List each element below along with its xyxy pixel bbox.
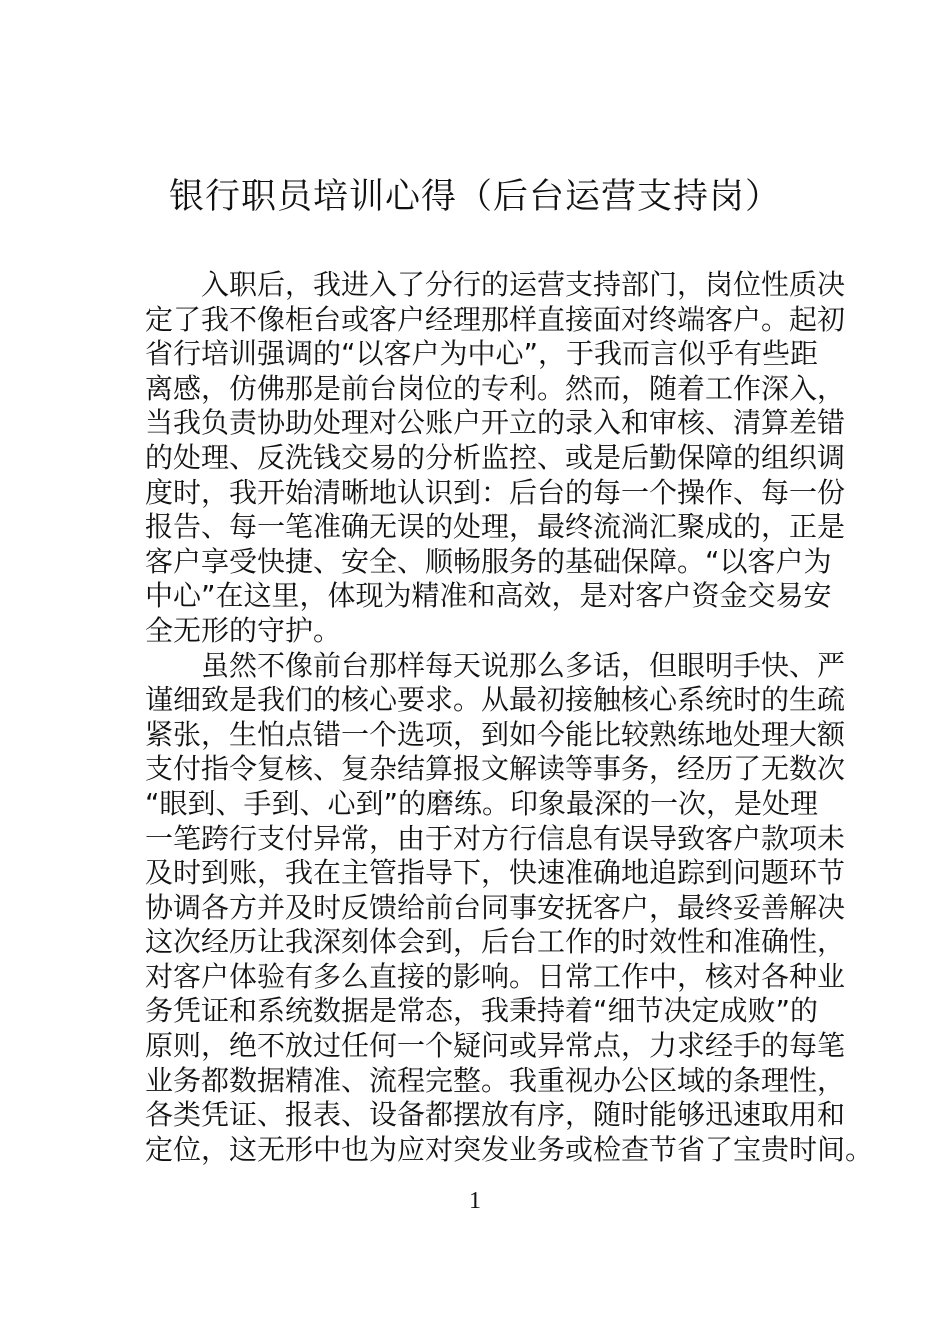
- text-line: “眼到、手到、心到”的磨练。印象最深的一次，是处理: [145, 786, 819, 820]
- text-line: 协调各方并及时反馈给前台同事安抚客户，最终妥善解决: [145, 890, 846, 924]
- text-line: 客户享受快捷、安全、顺畅服务的基础保障。“以客户为: [145, 544, 832, 578]
- text-line: 原则，绝不放过任何一个疑问或异常点，力求经手的每笔: [145, 1029, 846, 1063]
- text-line: 虽然不像前台那样每天说那么多话，但眼明手快、严: [201, 648, 846, 682]
- document-body: [145, 268, 874, 1167]
- text-line: 及时到账，我在主管指导下，快速准确地追踪到问题环节: [145, 856, 846, 890]
- text-line: 的处理、反洗钱交易的分析监控、或是后勤保障的组织调: [145, 440, 846, 474]
- text-line: 定位，这无形中也为应对突发业务或检查节省了宝贵时间。: [145, 1132, 874, 1166]
- document-title: 银行职员培训心得（后台运营支持岗）: [168, 177, 781, 217]
- text-line: 全无形的守护。: [145, 613, 342, 647]
- text-line: 定了我不像柜台或客户经理那样直接面对终端客户。起初: [145, 302, 846, 336]
- text-line: 对客户体验有多么直接的影响。日常工作中，核对各种业: [145, 959, 846, 993]
- text-line: 离感，仿佛那是前台岗位的专利。然而，随着工作深入，: [145, 371, 846, 405]
- text-line: 一笔跨行支付异常，由于对方行信息有误导致客户款项未: [145, 821, 846, 855]
- text-line: 省行培训强调的“以客户为中心”，于我而言似乎有些距: [145, 337, 819, 371]
- text-line: 务凭证和系统数据是常态，我秉持着“细节决定成败”的: [145, 994, 819, 1028]
- text-line: 中心”在这里，体现为精准和高效，是对客户资金交易安: [145, 579, 832, 613]
- paragraph: [145, 648, 874, 1168]
- text-line: 报告、每一笔准确无误的处理，最终流淌汇聚成的，正是: [145, 510, 846, 544]
- text-line: 度时，我开始清晰地认识到：后台的每一个操作、每一份: [145, 475, 846, 509]
- paragraph: [145, 268, 846, 649]
- text-line: 当我负责协助处理对公账户开立的录入和审核、清算差错: [145, 406, 846, 440]
- text-line: 支付指令复核、复杂结算报文解读等事务，经历了无数次: [145, 752, 846, 786]
- text-line: 业务都数据精准、流程完整。我重视办公区域的条理性，: [145, 1063, 846, 1097]
- text-line: 各类凭证、报表、设备都摆放有序，随时能够迅速取用和: [145, 1098, 846, 1132]
- page-number: 1: [469, 1188, 481, 1214]
- text-line: 紧张，生怕点错一个选项，到如今能比较熟练地处理大额: [145, 717, 846, 751]
- text-line: 入职后，我进入了分行的运营支持部门，岗位性质决: [201, 268, 846, 301]
- text-line: 谨细致是我们的核心要求。从最初接触核心系统时的生疏: [145, 683, 846, 717]
- text-line: 这次经历让我深刻体会到，后台工作的时效性和准确性，: [145, 925, 846, 959]
